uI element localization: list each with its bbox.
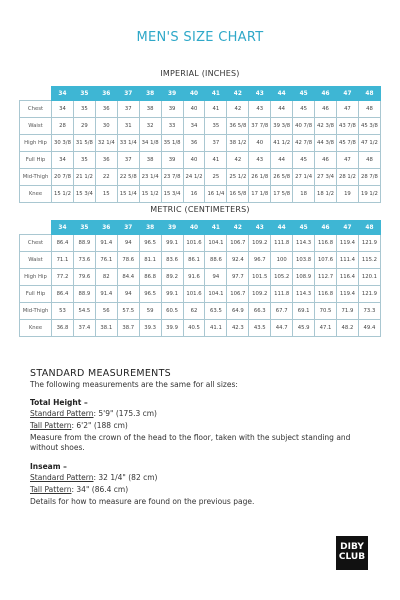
- size-header-38: 38: [139, 221, 161, 235]
- table-cell: 44: [271, 152, 293, 169]
- size-header-38: 38: [139, 87, 161, 101]
- size-header-row: [20, 87, 381, 101]
- height-tall-value: : 6'2" (188 cm): [71, 421, 128, 430]
- header-corner: [20, 221, 52, 235]
- table-cell: 18: [293, 186, 315, 203]
- table-cell: 34: [52, 101, 74, 118]
- table-cell: 32 1/4: [95, 135, 117, 152]
- table-cell: 46: [315, 101, 337, 118]
- table-cell: 88.9: [73, 235, 95, 252]
- table-cell: 34 1/8: [139, 135, 161, 152]
- size-header-40: 40: [183, 87, 205, 101]
- table-cell: 35 1/8: [161, 135, 183, 152]
- row-label: Chest: [20, 101, 52, 118]
- imperial-caption: IMPERIAL (INCHES): [160, 69, 240, 78]
- table-cell: 107.6: [315, 252, 337, 269]
- table-cell: 48.2: [336, 320, 358, 337]
- table-cell: 28 7/8: [358, 169, 380, 186]
- table-cell: 77.2: [52, 269, 74, 286]
- table-cell: 40.5: [183, 320, 205, 337]
- inseam-standard-value: : 32 1/4" (82 cm): [93, 473, 158, 482]
- table-cell: 34: [52, 152, 74, 169]
- inseam-tall-value: : 34" (86.4 cm): [71, 485, 129, 494]
- table-row: [20, 186, 381, 203]
- table-cell: 37: [117, 101, 139, 118]
- table-cell: 63.5: [205, 303, 227, 320]
- table-cell: 116.8: [315, 286, 337, 303]
- height-tall-label: Tall Pattern: [30, 421, 72, 430]
- table-cell: 71.9: [336, 303, 358, 320]
- row-label: Mid-Thigh: [20, 169, 52, 186]
- height-tall-line: [30, 421, 380, 431]
- table-cell: 25: [205, 169, 227, 186]
- table-cell: 47.1: [315, 320, 337, 337]
- table-cell: 82: [95, 269, 117, 286]
- size-header-44: 44: [271, 87, 293, 101]
- table-cell: 121.9: [358, 286, 380, 303]
- height-standard-line: [30, 409, 380, 419]
- table-cell: 44: [271, 101, 293, 118]
- inseam-tall-label: Tall Pattern: [30, 485, 72, 494]
- table-cell: 116.8: [315, 235, 337, 252]
- table-cell: 41 1/2: [271, 135, 293, 152]
- table-cell: 48: [358, 101, 380, 118]
- table-cell: 43.5: [249, 320, 271, 337]
- row-label: Waist: [20, 118, 52, 135]
- diby-club-logo: [336, 536, 368, 570]
- size-header-47: 47: [336, 87, 358, 101]
- table-cell: 112.7: [315, 269, 337, 286]
- table-cell: 73.3: [358, 303, 380, 320]
- table-cell: 23 7/8: [161, 169, 183, 186]
- table-cell: 36.8: [52, 320, 74, 337]
- table-cell: 40: [183, 152, 205, 169]
- table-cell: 88.6: [205, 252, 227, 269]
- table-cell: 121.9: [358, 235, 380, 252]
- table-cell: 15 1/2: [139, 186, 161, 203]
- metric-size-table: [19, 220, 381, 337]
- table-cell: 99.1: [161, 235, 183, 252]
- size-header-39: 39: [161, 87, 183, 101]
- standard-subheading: The following measurements are the same for all sizes:: [30, 380, 238, 389]
- table-row: [20, 152, 381, 169]
- table-cell: 108.9: [293, 269, 315, 286]
- table-cell: 16: [183, 186, 205, 203]
- size-header-43: 43: [249, 87, 271, 101]
- table-cell: 24 1/2: [183, 169, 205, 186]
- row-label: Knee: [20, 186, 52, 203]
- table-cell: 62: [183, 303, 205, 320]
- table-cell: 70.5: [315, 303, 337, 320]
- table-cell: 71.1: [52, 252, 74, 269]
- table-cell: 43: [249, 101, 271, 118]
- table-cell: 57.5: [117, 303, 139, 320]
- table-cell: 101.5: [249, 269, 271, 286]
- table-cell: 69.1: [293, 303, 315, 320]
- table-cell: 27 3/4: [315, 169, 337, 186]
- table-cell: 26 5/8: [271, 169, 293, 186]
- size-header-44: 44: [271, 221, 293, 235]
- size-header-39: 39: [161, 221, 183, 235]
- table-cell: 79.6: [73, 269, 95, 286]
- table-cell: 37 7/8: [249, 118, 271, 135]
- table-cell: 47 1/2: [358, 135, 380, 152]
- table-cell: 45 7/8: [336, 135, 358, 152]
- inseam-note: Details for how to measure are found on the previous page.: [30, 497, 255, 506]
- size-header-41: 41: [205, 221, 227, 235]
- table-cell: 48: [358, 152, 380, 169]
- size-header-36: 36: [95, 221, 117, 235]
- table-cell: 39.3: [139, 320, 161, 337]
- table-cell: 109.2: [249, 286, 271, 303]
- table-cell: 91.4: [95, 286, 117, 303]
- table-cell: 119.4: [336, 286, 358, 303]
- table-cell: 45: [293, 152, 315, 169]
- table-cell: 86.4: [52, 235, 74, 252]
- table-cell: 109.2: [249, 235, 271, 252]
- size-header-34: 34: [52, 221, 74, 235]
- height-standard-label: Standard Pattern: [30, 409, 94, 418]
- table-cell: 28: [52, 118, 74, 135]
- table-cell: 114.3: [293, 286, 315, 303]
- size-header-45: 45: [293, 221, 315, 235]
- table-cell: 115.2: [358, 252, 380, 269]
- table-cell: 84.4: [117, 269, 139, 286]
- standard-heading: STANDARD MEASUREMENTS: [30, 368, 172, 379]
- table-cell: 17 5/8: [271, 186, 293, 203]
- size-header-48: 48: [358, 221, 380, 235]
- size-header-46: 46: [315, 87, 337, 101]
- size-header-row: [20, 221, 381, 235]
- table-cell: 30 3/8: [52, 135, 74, 152]
- table-cell: 86.4: [52, 286, 74, 303]
- table-row: [20, 320, 381, 337]
- table-cell: 31 5/8: [73, 135, 95, 152]
- table-cell: 111.8: [271, 235, 293, 252]
- size-header-37: 37: [117, 87, 139, 101]
- table-cell: 111.8: [271, 286, 293, 303]
- row-label: High Hip: [20, 269, 52, 286]
- table-cell: 44.7: [271, 320, 293, 337]
- table-cell: 67.7: [271, 303, 293, 320]
- table-cell: 119.4: [336, 235, 358, 252]
- table-cell: 27 1/4: [293, 169, 315, 186]
- table-cell: 94: [205, 269, 227, 286]
- table-cell: 45.9: [293, 320, 315, 337]
- table-cell: 39 3/8: [271, 118, 293, 135]
- table-cell: 64.9: [227, 303, 249, 320]
- table-cell: 42 7/8: [293, 135, 315, 152]
- table-cell: 35: [73, 101, 95, 118]
- table-cell: 60.5: [161, 303, 183, 320]
- metric-caption: METRIC (CENTIMETERS): [150, 205, 250, 214]
- table-cell: 114.3: [293, 235, 315, 252]
- inseam-standard-line: [30, 473, 380, 483]
- table-cell: 37: [117, 152, 139, 169]
- table-cell: 47: [336, 101, 358, 118]
- table-cell: 15 3/4: [161, 186, 183, 203]
- table-cell: 38.7: [117, 320, 139, 337]
- table-cell: 38: [139, 101, 161, 118]
- table-cell: 96.7: [249, 252, 271, 269]
- table-cell: 96.5: [139, 286, 161, 303]
- inseam-standard-label: Standard Pattern: [30, 473, 94, 482]
- table-row: [20, 118, 381, 135]
- size-header-41: 41: [205, 87, 227, 101]
- table-cell: 15 1/2: [52, 186, 74, 203]
- table-cell: 104.1: [205, 286, 227, 303]
- table-cell: 39.9: [161, 320, 183, 337]
- table-cell: 81.1: [139, 252, 161, 269]
- row-label: Full Hip: [20, 152, 52, 169]
- table-cell: 17 1/8: [249, 186, 271, 203]
- table-cell: 86.8: [139, 269, 161, 286]
- height-note: Measure from the crown of the head to the floor, taken with the subject standing and without shoes.: [30, 433, 351, 452]
- size-header-35: 35: [73, 221, 95, 235]
- table-cell: 42: [227, 152, 249, 169]
- table-row: [20, 303, 381, 320]
- table-cell: 37: [205, 135, 227, 152]
- table-cell: 49.4: [358, 320, 380, 337]
- table-cell: 34: [183, 118, 205, 135]
- table-cell: 97.7: [227, 269, 249, 286]
- table-cell: 66.3: [249, 303, 271, 320]
- table-cell: 46: [315, 152, 337, 169]
- table-cell: 16 5/8: [227, 186, 249, 203]
- table-row: [20, 101, 381, 118]
- total-height-heading: Total Height –: [30, 398, 88, 407]
- table-cell: 25 1/2: [227, 169, 249, 186]
- table-cell: 100: [271, 252, 293, 269]
- table-cell: 78.6: [117, 252, 139, 269]
- table-cell: 89.2: [161, 269, 183, 286]
- table-cell: 94: [117, 286, 139, 303]
- inseam-heading: Inseam –: [30, 462, 67, 471]
- table-cell: 45 3/8: [358, 118, 380, 135]
- table-cell: 59: [139, 303, 161, 320]
- row-label: Waist: [20, 252, 52, 269]
- table-cell: 103.8: [293, 252, 315, 269]
- page-title: MEN'S SIZE CHART: [136, 30, 264, 45]
- table-cell: 23 1/4: [139, 169, 161, 186]
- table-cell: 18 1/2: [315, 186, 337, 203]
- table-cell: 19 1/2: [358, 186, 380, 203]
- table-cell: 20 7/8: [52, 169, 74, 186]
- table-cell: 22 5/8: [117, 169, 139, 186]
- table-cell: 40 7/8: [293, 118, 315, 135]
- table-cell: 47: [336, 152, 358, 169]
- size-header-42: 42: [227, 87, 249, 101]
- standard-measurements-section: [30, 368, 380, 507]
- table-cell: 19: [336, 186, 358, 203]
- table-cell: 36: [95, 152, 117, 169]
- table-row: [20, 252, 381, 269]
- row-label: Knee: [20, 320, 52, 337]
- table-cell: 91.4: [95, 235, 117, 252]
- table-cell: 32: [139, 118, 161, 135]
- table-cell: 36 5/8: [227, 118, 249, 135]
- table-cell: 22: [95, 169, 117, 186]
- table-cell: 106.7: [227, 286, 249, 303]
- table-cell: 41: [205, 101, 227, 118]
- table-cell: 83.6: [161, 252, 183, 269]
- table-cell: 41: [205, 152, 227, 169]
- table-cell: 40: [249, 135, 271, 152]
- table-cell: 42.3: [227, 320, 249, 337]
- size-header-36: 36: [95, 87, 117, 101]
- table-cell: 41.1: [205, 320, 227, 337]
- table-cell: 29: [73, 118, 95, 135]
- table-cell: 38.1: [95, 320, 117, 337]
- table-row: [20, 286, 381, 303]
- size-header-48: 48: [358, 87, 380, 101]
- table-cell: 15 3/4: [73, 186, 95, 203]
- header-corner: [20, 87, 52, 101]
- table-cell: 35: [205, 118, 227, 135]
- table-cell: 26 1/8: [249, 169, 271, 186]
- imperial-size-table: [19, 86, 381, 203]
- size-header-35: 35: [73, 87, 95, 101]
- table-cell: 33 1/4: [117, 135, 139, 152]
- logo-line-1: DIBY: [340, 542, 364, 552]
- table-row: [20, 135, 381, 152]
- size-header-43: 43: [249, 221, 271, 235]
- table-cell: 16 1/4: [205, 186, 227, 203]
- table-cell: 42: [227, 101, 249, 118]
- table-cell: 38 1/2: [227, 135, 249, 152]
- table-cell: 42 3/8: [315, 118, 337, 135]
- size-header-37: 37: [117, 221, 139, 235]
- table-cell: 92.4: [227, 252, 249, 269]
- height-standard-value: : 5'9" (175.3 cm): [93, 409, 157, 418]
- table-row: [20, 269, 381, 286]
- table-row: [20, 235, 381, 252]
- table-cell: 53: [52, 303, 74, 320]
- table-cell: 106.7: [227, 235, 249, 252]
- table-cell: 56: [95, 303, 117, 320]
- size-header-40: 40: [183, 221, 205, 235]
- table-cell: 45: [293, 101, 315, 118]
- row-label: High Hip: [20, 135, 52, 152]
- table-cell: 116.4: [336, 269, 358, 286]
- table-cell: 88.9: [73, 286, 95, 303]
- table-cell: 43: [249, 152, 271, 169]
- table-cell: 91.6: [183, 269, 205, 286]
- table-cell: 15: [95, 186, 117, 203]
- size-header-34: 34: [52, 87, 74, 101]
- logo-line-2: CLUB: [338, 552, 366, 562]
- table-cell: 31: [117, 118, 139, 135]
- table-cell: 111.4: [336, 252, 358, 269]
- table-cell: 36: [183, 135, 205, 152]
- row-label: Mid-Thigh: [20, 303, 52, 320]
- table-cell: 104.1: [205, 235, 227, 252]
- table-cell: 54.5: [73, 303, 95, 320]
- table-cell: 43 7/8: [336, 118, 358, 135]
- table-cell: 38: [139, 152, 161, 169]
- table-cell: 44 3/8: [315, 135, 337, 152]
- table-cell: 21 1/2: [73, 169, 95, 186]
- table-cell: 73.6: [73, 252, 95, 269]
- row-label: Chest: [20, 235, 52, 252]
- size-header-42: 42: [227, 221, 249, 235]
- table-cell: 36: [95, 101, 117, 118]
- table-cell: 30: [95, 118, 117, 135]
- table-cell: 33: [161, 118, 183, 135]
- table-cell: 35: [73, 152, 95, 169]
- table-cell: 39: [161, 152, 183, 169]
- table-cell: 40: [183, 101, 205, 118]
- table-cell: 101.6: [183, 286, 205, 303]
- table-cell: 94: [117, 235, 139, 252]
- table-cell: 86.1: [183, 252, 205, 269]
- table-row: [20, 169, 381, 186]
- size-header-47: 47: [336, 221, 358, 235]
- table-cell: 105.2: [271, 269, 293, 286]
- table-cell: 101.6: [183, 235, 205, 252]
- inseam-tall-line: [30, 485, 380, 495]
- table-cell: 15 1/4: [117, 186, 139, 203]
- table-cell: 120.1: [358, 269, 380, 286]
- table-cell: 76.1: [95, 252, 117, 269]
- size-header-45: 45: [293, 87, 315, 101]
- size-header-46: 46: [315, 221, 337, 235]
- table-cell: 99.1: [161, 286, 183, 303]
- table-cell: 39: [161, 101, 183, 118]
- table-cell: 37.4: [73, 320, 95, 337]
- row-label: Full Hip: [20, 286, 52, 303]
- table-cell: 96.5: [139, 235, 161, 252]
- table-cell: 28 1/2: [336, 169, 358, 186]
